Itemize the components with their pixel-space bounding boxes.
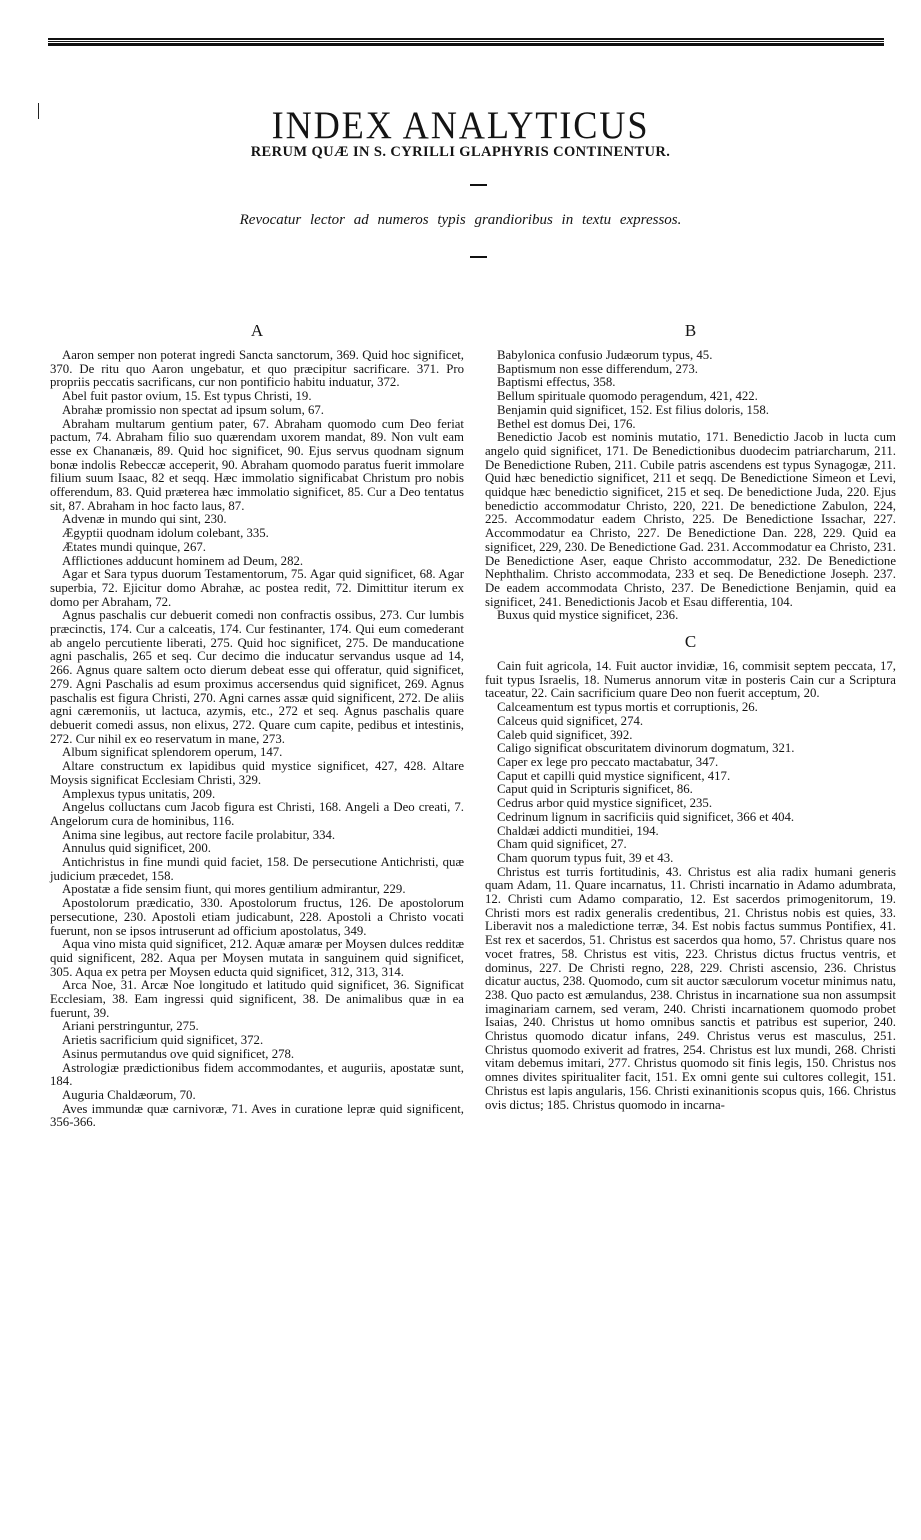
index-entry: Babylonica confusio Judæorum typus, 45. [497, 348, 713, 362]
index-entry: Buxus quid mystice significet, 236. [497, 608, 679, 623]
index-entry: Abel fuit pastor ovium, 15. Est typus Christi, 19. [62, 389, 312, 404]
index-entry: Bellum spirituale quomodo peragendum, 421, 422. [497, 389, 758, 404]
index-entry: Aves immundæ quæ carnivoræ, 71. Aves in curatione lepræ quid significent, 356-366. [50, 1101, 464, 1130]
index-entry: Baptismi effectus, 358. [497, 375, 616, 390]
index-entry: Asinus permutandus ove quid significet, 278. [62, 1046, 295, 1061]
index-entry: Amplexus typus unitatis, 209. [62, 786, 216, 801]
index-entry: Christus est turris fortitudinis, 43. Christus est alia radix humani generis quam Adam, 11. Quare incarnatus, 11. Christi incarnatio in Adamo adumbrata, 12. Christi cum Adamo comparatio, 12. Est sacerdos primogenitorum, 19. Christi mors est radix generalis credentibus, 21. Christus nobis est quies, 33. Liberavit nos a maledictione terræ, 34. Est nobis factus summus Pontifiex, 41. Est rex et sacerdos, 51. Christus est sacerdos qua homo, 57. Christus quare nos vocet fratres, 58. Christus est vitis, 223. Christus dictus fructus ventris, et dominus, 227. De Christi regno, 228, 229. Christi ascensio, 236. Christus dicatur auctus, 238. Quomodo, cum sit auctor sæculorum vocetur minimus natu, 238. Quo pacto est æmulandus, 238. Christus in incarnatione sua non assumpsit imaginariam carnem, sed veram, 240. Christi incarnationem quomodo probet Isaias, 240. Christus ut homo omnibus sanctis et patribus est superior, 240. Christus quomodo dicatur infans, 249. Christus verus est masculus, 251. Christus quomodo exiverit ad fratres, 254. Christus est lux mundi, 268. Christi vitam debemus imitari, 277. Christus quomodo sit finis legis, 150. Christus nos omnes divites spiritualiter facit, 151. Ex omni gente sui cultores collegit, 151. Christus est lapis angularis, 156. Christi exinanitionis scopus quis, 166. Christus ovis dictus; 185. Christus quomodo in incarna- [485, 864, 896, 1112]
section-letter-a: A [250, 321, 264, 340]
index-entry: Album significat splendorem operum, 147. [62, 745, 283, 760]
index-entry: Baptismum non esse differendum, 273. [497, 361, 698, 376]
index-entry: Ariani perstringuntur, 275. [62, 1019, 199, 1034]
index-entry: Anima sine legibus, aut rectore facile prolabitur, 334. [62, 827, 336, 842]
index-entry: Cedrus arbor quid mystice significet, 235. [497, 796, 713, 811]
index-entry: Agnus paschalis cur debuerit comedi non confractis ossibus, 273. Cur lumbis præcinctis, 174. Cur a calceatis, 174. Cur festinanter, 174. Qui eum comederant ab angelo percutiente liberati, 275. Quid hoc significet, 275. De manducatione agni paschalis, 265 et seq. Cur decimo die inducatur servandus usque ad 14, 266. Agnus quare saltem octo dierum debeat esse qui offeratur, quid significet, 279. Agni Paschalis ad esum proximus accersendus quid significet, 269. Agnus paschalis est figura Christi, 270. Agni carnes assæ quid significent, 272. De aliis agni cæremoniis, ut lactuca, azymis, etc., 272 et seq. Agnus paschalis quare debuerit comedi assus, non elixus, 272. Quare cum capite, pedibus et intestinis, 272. Cur nihil ex eo reservatum in mane, 273. [50, 608, 464, 746]
entry-list-b [485, 349, 896, 623]
index-entry: Caper ex lege pro peccato mactabatur, 347. [497, 754, 719, 769]
index-entry: Aqua vino mista quid significet, 212. Aquæ amaræ per Moysen dulces redditæ quid significent, 282. Aqua per Moysen mutata in sanguinem quid significet, 305. Aqua ex petra per Moysen educta quid significet, 312, 313, 314. [50, 937, 464, 979]
entry-list-c [485, 660, 896, 1112]
index-entry: Calceus quid significet, 274. [497, 713, 644, 728]
index-entry: Caleb quid significet, 392. [497, 727, 633, 742]
index-entry: Angelus colluctans cum Jacob figura est Christi, 168. Angeli a Deo creati, 7. Angelorum cura de hominibus, 116. [50, 800, 464, 828]
section-letter-b: B [684, 321, 697, 340]
index-entry: Benedictio Jacob est nominis mutatio, 171. Benedictio Jacob in lucta cum angelo quid significet, 171. De Benedictionibus duodecim patriarcharum, 211. De Benedictione Ruben, 211. Cubile patris ascendens est typus Synagogæ, 211. Quid hæc benedictio significet, 211 et seqq. De Benedictione Simeon et Levi, quidque hæc benedictio significet, 215 et seq. De benedictione Juda, 220. Ejus benedictio accommodatur Christo, 220, 221. De benedictione Zabulon, 224, 225. Accommodatur eadem Christo, 225. De Benedictione Issachar, 227. Accommodatur ea Christo, 227. De Benedictione Dan. 228, 229. Quid ea significet, 229, 230. De Benedictione Gad. 231. Accommodatur ea Christo, 231. De Benedictione Aser, eaque Christo accommodatur, 232. De Benedictione Nephthalim. Christo accommodata, 233 et seq. De Benedictione Joseph. 237. De eadem accommodata Christo, 237. De Benedictione Benjamin, quid ea significet, 241. Benedictionis Jacob et Esau differentia, 104. [485, 430, 896, 609]
column-left [50, 322, 464, 1130]
separator-dash [470, 184, 487, 186]
reader-note: Revocatur lector ad numeros typis grandioribus in textu expressos. [239, 212, 682, 228]
index-entry: Ætates mundi quinque, 267. [62, 539, 206, 554]
index-entry: Cedrinum lignum in sacrificiis quid significet, 366 et 404. [497, 809, 795, 824]
index-entry: Ægyptii quodnam idolum colebant, 335. [62, 526, 269, 541]
index-entry: Arietis sacrificium quid significet, 372. [62, 1033, 264, 1048]
index-entry: Abrahæ promissio non spectat ad ipsum solum, 67. [62, 402, 324, 417]
index-entry: Benjamin quid significet, 152. Est filius doloris, 158. [497, 402, 769, 417]
index-entry: Cham quid significet, 27. [497, 837, 627, 852]
index-entry: Caput et capilli quid mystice significent, 417. [497, 768, 731, 783]
index-entry: Caligo significat obscuritatem divinorum dogmatum, 321. [497, 741, 795, 756]
index-entry: Chaldæi addicti munditiei, 194. [497, 823, 659, 838]
section-letter-c: C [684, 632, 697, 652]
index-entry: Abraham multarum gentium pater, 67. Abraham quomodo cum Deo feriat pactum, 74. Abraham filio suo quærendam uxorem mandat, 89. Non vult eam esse ex Chananæis, 89. Quid hoc significet, 90. Ejus servus quodnam signum bonæ indolis Rebeccæ acceperit, 90. Abraham quomodo paratus fuerit immolare filium suum Isaac, 82 et seqq. Hæc immolatio significabat Christum pro nobis offerendum, 83. Quid præterea hæc immolatio significet, 85. Cur a Deo tentatus sit, 87. Abraham in hoc facto laus, 87. [50, 416, 464, 513]
index-entry: Apostatæ a fide sensim fiunt, qui mores gentilium admirantur, 229. [62, 882, 406, 897]
column-right [485, 322, 896, 1112]
index-entry: Calceamentum est typus mortis et corruptionis, 26. [497, 700, 758, 715]
index-entry: Afflictiones adducunt hominem ad Deum, 282. [62, 553, 304, 568]
index-entry: Altare constructum ex lapidibus quid mystice significet, 427, 428. Altare Moysis significat Ecclesiam Christi, 329. [50, 759, 464, 787]
index-entry: Arca Noe, 31. Arcæ Noe longitudo et latitudo quid significet, 36. Significat Ecclesiam, 38. Eam ingressi quid significent, 38. De animalibus quæ in ea fuerunt, 39. [50, 978, 464, 1020]
index-entry: Cain fuit agricola, 14. Fuit auctor invidiæ, 16, commisit septem peccata, 17, fuit typus Israelis, 18. Numerus annorum vitæ in posteris Cain cur a Scriptura taceatur, 22. Cain sacrificium quare Deo non fuerit acceptum, 20. [485, 659, 896, 701]
separator-dash [470, 256, 487, 258]
entry-list-a [50, 349, 464, 1130]
header-rule [48, 38, 884, 46]
index-entry: Caput quid in Scripturis significet, 86. [497, 782, 693, 797]
index-entry: Aaron semper non poterat ingredi Sancta sanctorum, 369. Quid hoc significet, 370. De ritu quo Aaron ungebatur, et quo præcipitur sacrificare. 371. Pro propriis peccatis sacrificans, cur non pontificio habitu induatur, 372. [50, 348, 464, 390]
index-entry: Annulus quid significet, 200. [62, 841, 211, 856]
index-entry: Bethel est domus Dei, 176. [497, 416, 636, 431]
index-entry: Antichristus in fine mundi quid faciet, 158. De persecutione Antichristi, quæ judicium præcedet, 158. [50, 855, 464, 883]
index-entry: Auguria Chaldæorum, 70. [62, 1087, 196, 1102]
index-entry: Apostolorum prædicatio, 330. Apostolorum fructus, 126. De apostolorum persecutione, 230. Apostoli etiam judicabunt, 228. Apostoli a Christo vocati fuerunt, non se ipsos intruserunt ad officium apostolatus, 349. [50, 896, 464, 938]
page-subtitle: RERUM QUÆ IN S. CYRILLI GLAPHYRIS CONTINENTUR. [250, 144, 671, 160]
page-title: INDEX ANALYTICUS [271, 104, 650, 148]
index-entry: Agar et Sara typus duorum Testamentorum, 75. Agar quid significet, 68. Agar superbia, 72. Ejicitur domo Abrahæ, ac postea redit, 72. Dimittitur iterum ex domo per Abraham, 72. [50, 567, 464, 609]
index-entry: Cham quorum typus fuit, 39 et 43. [497, 850, 674, 865]
index-entry: Advenæ in mundo qui sint, 230. [62, 512, 227, 527]
index-entry: Astrologiæ prædictionibus fidem accommodantes, et auguriis, apostatæ sunt, 184. [50, 1060, 464, 1089]
